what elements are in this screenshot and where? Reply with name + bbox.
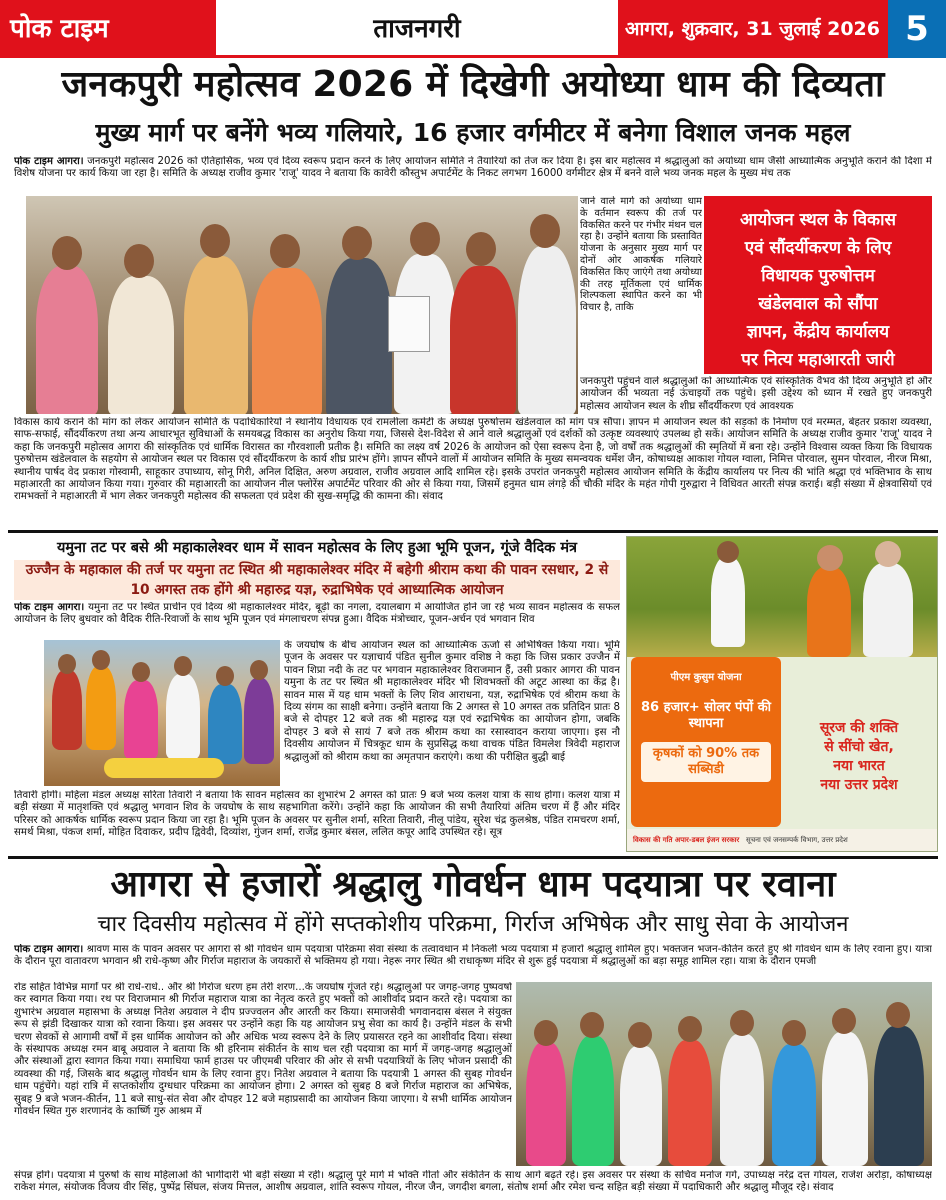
story2-body: तिवारी होंगी। महिला मंडल अध्यक्ष सरिता तिवारी ने बताया कि सावन महोत्सव का शुभारंभ 2 अगस्त को प्रातः 9 बजे भव्य कलश यात्रा के साथ होगा। कलश यात्रा में बड़ी संख्या में मातृशक्ति एवं श्रद्धालु भगवान शिव के जयघोष के साथ सहभागिता करेंगे। उन्होंने कहा कि आयोजन की सभी तैयारियां अंतिम चरण में हैं और मंदिर परिसर को आकर्षक धार्मिक स्वरूप प्रदान किया जा रहा है। भूमि पूजन के अवसर पर सुनील शर्मा, सरिता तिवारी, नीलू पांडेय, सुरेश चंद्र कुलश्रेष्ठ, पंडित रामचरण शर्मा, समर्थ मिश्रा, पंकज शर्मा, मोहित दिवाकर, प्रदीप द्विवेदी, दिव्यांश, गुंजन शर्मा, राजेंद्र कुमार बंसल, ललित कपूर आदि उपस्थित रहे। सूत्र — [14, 790, 620, 839]
story2-dateline: पोक टाइम आगरा। — [14, 602, 85, 613]
story3-photo — [516, 982, 932, 1166]
ad-field-image — [627, 537, 937, 657]
advertisement — [626, 536, 938, 852]
story2-subheadline: उज्जैन के महाकाल की तर्ज पर यमुना तट स्थित श्री महाकालेश्वर मंदिर में बहेगी श्रीराम कथा की पावन रसधार, 2 से 10 अगस्त तक होंगे श्री महारुद्र यज्ञ, रुद्राभिषेक एवं आध्यात्मिक आयोजन — [14, 560, 620, 600]
story1-headline: जनकपुरी महोत्सव 2026 में दिखेगी अयोध्या धाम की दिव्यता — [61, 64, 885, 105]
story1-intro — [14, 156, 932, 194]
highlight-line: खंडेलवाल को सौंपा — [758, 294, 878, 314]
highlight-line: आयोजन स्थल के विकास — [740, 210, 896, 230]
page-number: 5 — [888, 0, 946, 58]
highlight-line: विधायक पुरुषोत्तम — [761, 266, 875, 286]
story2-headline: यमुना तट पर बसे श्री महाकालेश्वर धाम में सावन महोत्सव के लिए हुआ भूमि पूजन, गूंजे वैदिक मंत्र — [56, 540, 578, 556]
story1-highlight-box — [704, 196, 932, 374]
story1-subheadline: मुख्य मार्ग पर बनेंगे भव्य गलियारे, 16 हजार वर्गमीटर में बनेगा विशाल जनक महल — [95, 118, 851, 147]
ad-slogan — [785, 719, 933, 813]
ad-footer-left: विकास की गति अपार-डबल इंजन सरकार — [633, 836, 740, 844]
highlight-line: एवं सौंदर्यीकरण के लिए — [744, 238, 892, 258]
story1-photo — [26, 196, 578, 414]
story3-intro — [14, 944, 932, 980]
highlight-line: पर नित्य महाआरती जारी — [741, 350, 895, 370]
story2-intro — [14, 602, 620, 638]
ad-scheme-panel — [631, 657, 781, 827]
story1-column: जाने वाले मार्ग को अयोध्या धाम के वर्तमान स्वरूप की तर्ज पर विकसित करने पर गंभीर मंथन चल रहा है। उन्होंने बताया कि प्रस्तावित योजना के अनुसार मुख्य मार्ग पर दोनों ओर आकर्षक गलियारे विकसित किए जाएंगे तथा अयोध्या की तरह मूर्तिकला एवं धार्मिक शिल्पकला स्थापित करने का भी विचार है, ताकि — [580, 196, 702, 314]
masthead-section: ताजनगरी — [216, 0, 618, 58]
ad-stat: 86 हजार+ सोलर पंपों की स्थापना — [640, 700, 772, 731]
story2-intro-text: यमुना तट पर स्थित प्राचीन एवं दिव्य श्री महाकालेश्वर मंदिर, बूढ़ी का नगला, दयालबाग में आयोजित होने जा रहे भव्य सावन महोत्सव के सफल आयोजन के लिए बुधवार को वैदिक रीति-रिवाजों के साथ भूमि पूजन एवं मंगलाचरण संपन्न हुआ। वैदिक मंत्रोच्चार, पूजन-अर्चन एवं भगवान शिव — [14, 602, 620, 626]
story3-intro-text: श्रावण मास के पावन अवसर पर आगरा से श्री गोवर्धन धाम पदयात्रा परिक्रमा सेवा संस्था के तत्वावधान में निकली भव्य पदयात्रा में हजारों श्रद्धालु शामिल हुए। भक्तजन भजन-कीर्तन करते हुए श्री गोवर्धन धाम के लिए रवाना हुए। यात्रा के दौरान पूरा वातावरण भगवान श्री राधे-कृष्ण और गिर्राज महाराज के जयकारों से भक्तिमय हो गया। नेहरू नगर स्थित श्री राधाकृष्ण मंदिर से शुरू हुई पदयात्रा में श्रद्धालुओं का बड़ा समूह शामिल रहा। यात्रा के दौरान एमजी — [14, 944, 932, 968]
ad-slogan-line: नया उत्तर प्रदेश — [820, 777, 898, 793]
ad-footer-right: सूचना एवं जनसम्पर्क विभाग, उत्तर प्रदेश — [746, 836, 848, 844]
story3-dateline: पोक टाइम आगरा। — [14, 944, 84, 955]
story2-photo — [44, 640, 280, 786]
section-divider — [8, 856, 938, 859]
ad-footer — [627, 829, 937, 851]
story1-dateline: पोक टाइम आगरा। — [14, 156, 84, 167]
story3-closing: संपन्न होंगे। पदयात्रा में पुरुषों के साथ महिलाओं की भागीदारी भी बड़ी संख्या में रही। श्रद्धालु पूरे मार्ग में भक्ति गीतों और संकीर्तन के साथ आगे बढ़ते रहे। इस अवसर पर संस्था के सचिव मनोज गर्ग, उपाध्यक्ष नरेंद्र दत्त गोयल, राजेश अरोड़ा, कोषाध्यक्ष राकेश मंगल, संयोजक विजय वीर सिंह, पुष्पेंद्र सिंघल, संजय मित्तल, आशीष अग्रवाल, शांति स्वरूप गोयल, नीरज जैन, जगदीश बगला, संतोष शर्मा और रमेश चन्द सहित बड़ी संख्या में पदाधिकारी और श्रद्धालु मौजूद रहे। संवाद — [14, 1170, 932, 1194]
story1-intro-text: जनकपुरी महोत्सव 2026 को ऐतिहासिक, भव्य एवं दिव्य स्वरूप प्रदान करने के लिए आयोजन समिति ने तैयारियों को तेज कर दिया है। इस बार महोत्सव में श्रद्धालुओं को अयोध्या धाम जैसी आध्यात्मिक अनुभूति कराने की दिशा में विशेष योजना पर कार्य किया जा रहा है। समिति के अध्यक्ष राजीव कुमार 'राजू' यादव ने बताया कि कावेरी कौस्तुभ अपार्टमेंट के निकट लगभग 16000 वर्गमीटर क्षेत्र में बनने वाले भव्य जनक महल के मुख्य मंच तक — [14, 156, 932, 180]
highlight-line: ज्ञापन, केंद्रीय कार्यालय — [746, 322, 890, 342]
ad-subsidy: कृषकों को 90% तक सब्सिडी — [641, 742, 771, 782]
story3-column: रोड सहित विभिन्न मार्गों पर श्री राधे-राधे.. और श्री गिर्राज धरण हम तेरी शरण...के जयघोष गूंजते रहे। श्रद्धालुओं पर जगह-जगह पुष्पवर्षा कर स्वागत किया गया। रथ पर विराजमान श्री गिर्राज महाराज यात्रा का नेतृत्व करते हुए भक्तों को आशीर्वाद प्रदान करते रहे। पदयात्रा का शुभारंभ अग्रवाल महासभा के अध्यक्ष नितेश अग्रवाल ने दीप प्रज्ज्वलन और आरती कर किया। समाजसेवी भगवानदास बंसल ने संयुक्त रूप से झंडी दिखाकर यात्रा को रवाना किया। इस अवसर पर उन्होंने कहा कि यह आयोजन प्रभु सेवा का कार्य है। उन्होंने मंडल के सभी चरण सेवकों से आगामी वर्षों में इस धार्मिक आयोजन को और अधिक भव्य स्वरूप देने के लिए प्रयासरत रहने का आशीर्वाद दिया। संस्था के संस्थापक अध्यक्ष रमन बाबू अग्रवाल ने बताया कि श्री हरिनाम संकीर्तन के साथ चल रही पदयात्रा का मार्ग में जगह-जगह श्रद्धालुओं और संस्थाओं द्वारा स्वागत किया गया। समाधिया फार्म हाउस पर जीएमबी परिवार की ओर से सभी पदयात्रियों के लिए भोजन प्रसादी की व्यवस्था की गई, जिसके बाद श्रद्धालु गोवर्धन धाम के लिए रवाना हुए। नितेश अग्रवाल ने बताया कि पदयात्री 1 अगस्त की सुबह गोवर्धन धाम पहुंचेंगे। यहां रात्रि में सप्तकोशीय दुग्धधार परिक्रमा का आयोजन होगा। 2 अगस्त को सुबह 8 बजे गिर्राज महाराज का अभिषेक, सुबह 9 बजे भजन-कीर्तन, 11 बजे साधु-संत सेवा और दोपहर 12 बजे महाप्रसादी का आयोजन किया जाएगा। ये सभी धार्मिक आयोजन गोवर्धन स्थित गुरु शरणानंद के कार्ष्णि गुरु आश्रम में — [14, 982, 512, 1118]
masthead-brand: पोक टाइम — [0, 0, 216, 58]
story1-body: विकास कार्य कराने की मांग को लेकर आयोजन समिति के पदाधिकारियों ने स्थानीय विधायक एवं रामलीला कमेटी के अध्यक्ष पुरुषोत्तम खंडेलवाल को मांग पत्र सौंपा। ज्ञापन में आयोजन स्थल की सड़कों के निर्माण एवं मरम्मत, बेहतर प्रकाश व्यवस्था, साफ-सफाई, सौंदर्यीकरण तथा अन्य आधारभूत सुविधाओं के समयबद्ध विकास का अनुरोध किया गया, जिससे देश-विदेश से आने वाले श्रद्धालुओं एवं दर्शकों को उत्कृष्ट व्यवस्थाएं उपलब्ध हो सकें। आयोजन समिति के अध्यक्ष राजीव कुमार 'राजू' यादव ने कहा कि जनकपुरी महोत्सव आगरा की सांस्कृतिक एवं धार्मिक विरासत का गौरवशाली प्रतीक है। समिति का लक्ष्य वर्ष 2026 के आयोजन को ऐसा स्वरूप देना है, जो वर्षों तक श्रद्धालुओं की स्मृतियों में बना रहे। उन्होंने विश्वास व्यक्त किया कि विधायक पुरुषोत्तम खंडेलवाल के सहयोग से आयोजन स्थल पर विकास एवं सौंदर्यीकरण के कार्य शीघ्र प्रारंभ होंगे। ज्ञापन सौंपने वालों में आयोजन समिति के मुख्य समन्वयक धर्मेश जैन, कोषाध्यक्ष आकाश गोयल ग्वाला, निमित्त पोरवाल, सुमन पोरवाल, नीरज मिश्रा, स्थानीय पार्षद वेद प्रकाश गोस्वामी, साहूकार उपाध्याय, सोनू गिरी, अनिल दिक्षित, अरुण अग्रवाल, राजीव अग्रवाल आदि शामिल रहे। इसके उपरांत जनकपुरी महोत्सव आयोजन समिति के केंद्रीय कार्यालय पर नित्य की भांति श्रद्धा एवं भक्तिभाव के साथ महाआरती का आयोजन किया गया। गुरुवार की महाआरती का आयोजन नील फ्लोरेंस अपार्टमेंट परिवार की ओर से किया गया, जिसमें हनुमत धाम लंगड़े की चौकी मंदिर के महंत गोपी गुरुद्वारा ने विधिवत आरती संपन्न कराई। बड़ी संख्या में क्षेत्रवासियों एवं रामभक्तों ने महाआरती में भाग लेकर जनकपुरी महोत्सव की सफलता एवं प्रदेश की सुख-समृद्धि की कामना की। संवाद — [14, 417, 932, 503]
story3-subheadline: चार दिवसीय महोत्सव में होंगे सप्तकोशीय परिक्रमा, गिर्राज अभिषेक और साधु सेवा के आयोजन — [97, 912, 849, 937]
story1-column-continued: जनकपुरी पहुंचने वाले श्रद्धालुओं को आध्यात्मिक एवं सांस्कृतिक वैभव की दिव्य अनुभूति हो और आयोजन की भव्यता नई ऊंचाइयों तक पहुंचे। इसी उद्देश्य को ध्यान में रखते हुए जनकपुरी महोत्सव आयोजन स्थल के शीघ्र सौंदर्यीकरण एवं आवश्यक — [580, 376, 932, 412]
story2-column: के जयघोष के बीच आयोजन स्थल को आध्यात्मिक ऊर्जा से अभिषिक्त किया गया। भूमि पूजन के अवसर पर यज्ञाचार्य पंडित सुनील कुमार वशिष्ठ ने कहा कि जिस प्रकार उज्जैन में पावन शिप्रा नदी के तट पर भगवान महाकालेश्वर विराजमान हैं, उसी प्रकार आगरा की पावन यमुना के तट पर स्थित श्री महाकालेश्वर मंदिर भी शिवभक्तों की अटूट आस्था का केंद्र है। सावन मास में यह धाम भक्तों के लिए शिव आराधना, यज्ञ, रुद्राभिषेक एवं श्रीराम कथा के दिव्य संगम का साक्षी बनेगा। उन्होंने बताया कि 2 अगस्त से 10 अगस्त तक प्रतिदिन प्रातः 8 बजे से दोपहर 12 बजे तक श्री महारुद्र यज्ञ एवं रुद्राभिषेक का आयोजन होगा, जबकि दोपहर 3 बजे से सायं 7 बजे तक श्रीराम कथा का रसास्वादन कराया जाएगा। इस नौ दिवसीय आयोजन में चित्रकूट धाम के सुप्रसिद्ध कथा वाचक पंडित विमलेश त्रिवेदी महाराज श्रद्धालुओं को श्रीराम कथा का अमृतपान कराएंगे। कथा की परीक्षित बुद्धी बाई — [284, 640, 620, 763]
story3-headline: आगरा से हजारों श्रद्धालु गोवर्धन धाम पदयात्रा पर रवाना — [110, 864, 836, 905]
ad-slogan-line: से सींचो खेत, — [824, 739, 894, 755]
ad-slogan-line: सूरज की शक्ति — [819, 720, 899, 736]
masthead-dateline: आगरा, शुक्रवार, 31 जुलाई 2026 — [618, 0, 888, 58]
section-divider — [8, 530, 938, 533]
ad-slogan-line: नया भारत — [833, 758, 885, 774]
ad-scheme-name: पीएम कुसुम योजना — [670, 672, 742, 683]
